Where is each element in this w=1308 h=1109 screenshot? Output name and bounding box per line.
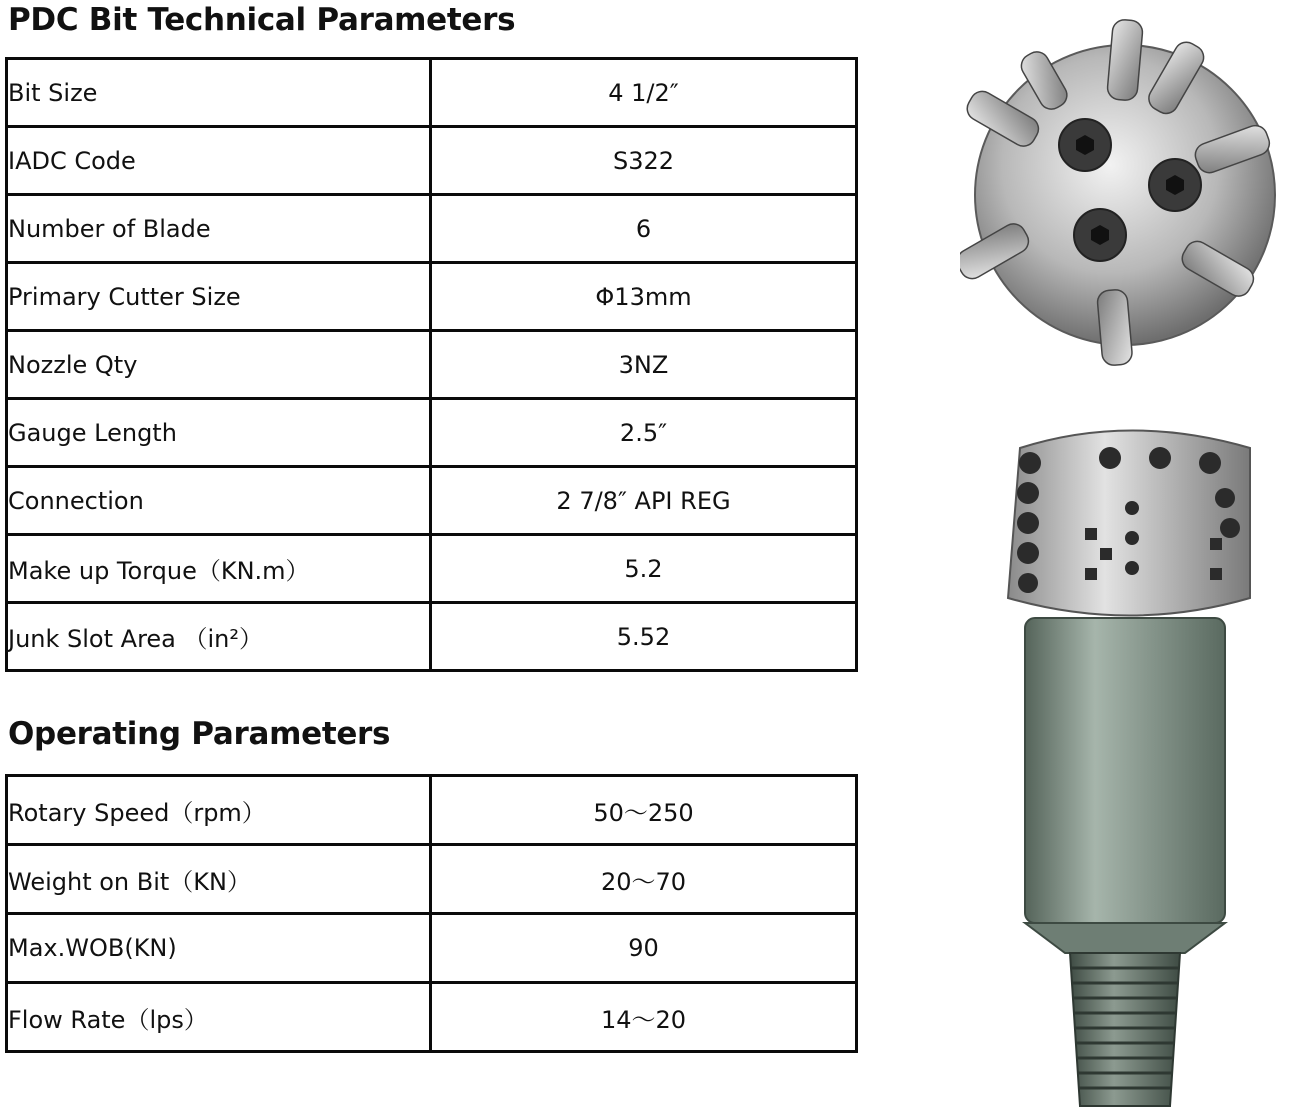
table-row [7,776,857,845]
param-value: S322 [431,127,857,195]
param-value: Φ13mm [431,263,857,331]
param-label: Flow Rate（lps） [7,983,431,1052]
table-row [7,467,857,535]
param-value: 5.2 [431,535,857,603]
technical-parameters-title: PDC Bit Technical Parameters [8,2,516,38]
operating-parameters-table [5,774,858,1053]
param-value: 3NZ [431,331,857,399]
param-label: Rotary Speed（rpm） [7,776,431,845]
bit-side-view-image [1000,418,1260,1108]
table-row [7,983,857,1052]
product-images [950,0,1300,1109]
table-row [7,603,857,671]
param-label: Bit Size [7,59,431,127]
param-label: Connection [7,467,431,535]
param-label: Number of Blade [7,195,431,263]
param-value: 4 1/2″ [431,59,857,127]
table-row [7,535,857,603]
param-label: IADC Code [7,127,431,195]
param-value: 2 7/8″ API REG [431,467,857,535]
table-row [7,845,857,914]
param-label: Weight on Bit（KN） [7,845,431,914]
param-value: 5.52 [431,603,857,671]
param-value: 6 [431,195,857,263]
param-value: 20～70 [431,845,857,914]
table-row [7,195,857,263]
param-value: 14～20 [431,983,857,1052]
table-row [7,263,857,331]
table-row [7,127,857,195]
technical-parameters-table [5,57,858,672]
param-label: Gauge Length [7,399,431,467]
table-row [7,914,857,983]
param-label: Junk Slot Area （in²） [7,603,431,671]
param-label: Primary Cutter Size [7,263,431,331]
param-value: 90 [431,914,857,983]
param-label: Max.WOB(KN) [7,914,431,983]
operating-parameters-title: Operating Parameters [8,716,391,752]
param-value: 50～250 [431,776,857,845]
bit-face-top-view-image [960,10,1290,380]
table-row [7,59,857,127]
param-label: Make up Torque（KN.m） [7,535,431,603]
param-label: Nozzle Qty [7,331,431,399]
table-row [7,331,857,399]
param-value: 2.5″ [431,399,857,467]
table-row [7,399,857,467]
